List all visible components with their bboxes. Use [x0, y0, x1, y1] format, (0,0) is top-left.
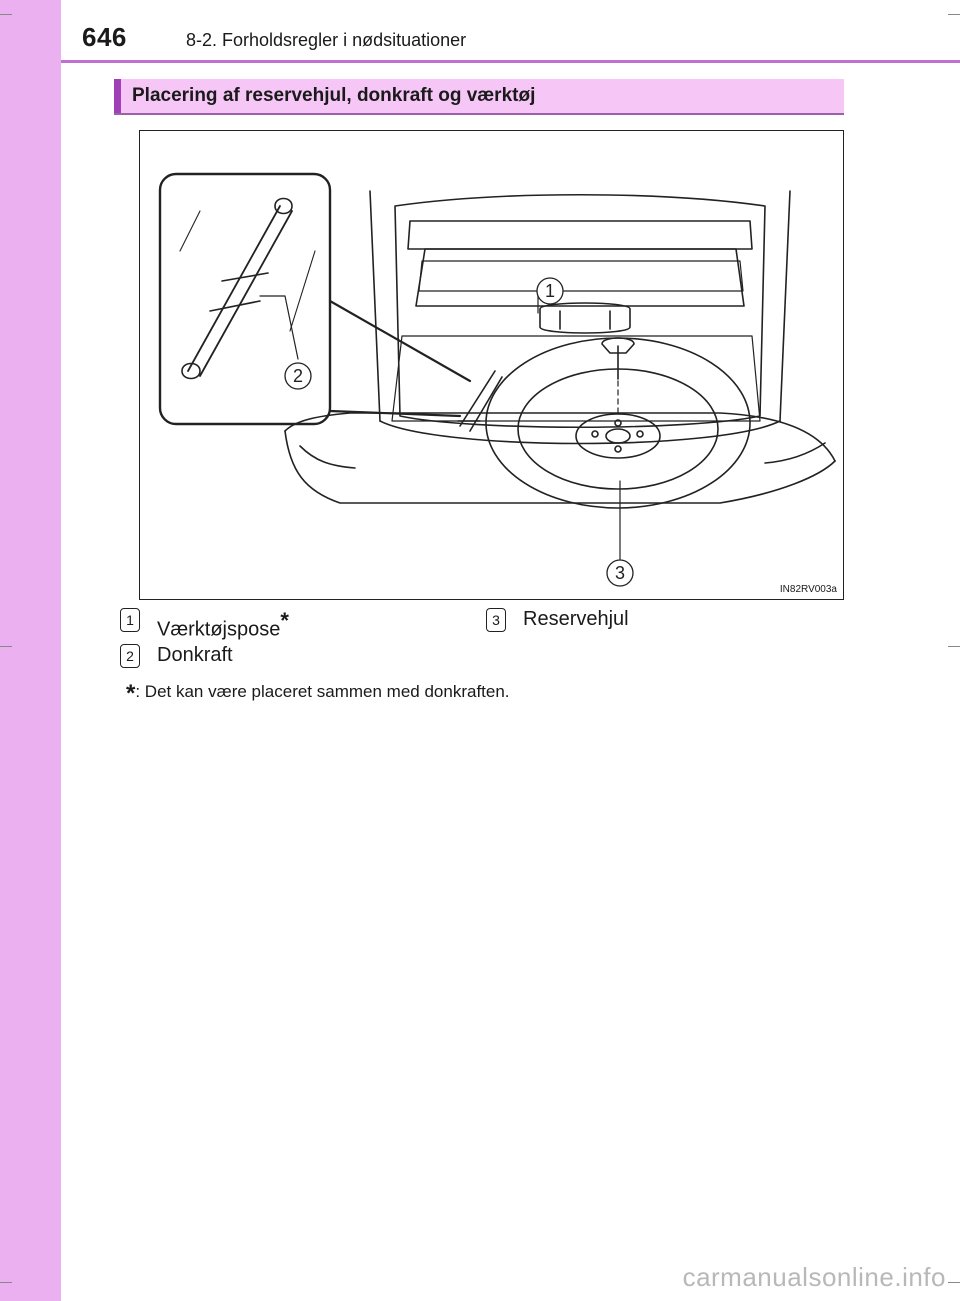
legend-number-3: 3 — [486, 608, 506, 632]
legend-label: Værktøjspose — [157, 618, 281, 641]
crop-mark — [948, 646, 960, 647]
callout-3: 3 — [614, 563, 626, 583]
legend-item-tool-bag — [157, 608, 289, 642]
page-number: 646 — [82, 22, 127, 52]
crop-mark — [0, 646, 12, 647]
callout-2: 2 — [292, 366, 304, 386]
footnote — [126, 680, 510, 708]
trunk-line-drawing — [140, 131, 843, 599]
footnote-text: : Det kan være placeret sammen med donkraften. — [135, 682, 510, 701]
crop-mark — [948, 14, 960, 15]
legend-label: Donkraft — [157, 644, 233, 666]
section-header — [114, 79, 844, 115]
crop-mark — [0, 1282, 12, 1283]
legend-number-1: 1 — [120, 608, 140, 632]
figure-code: IN82RV003a — [779, 584, 837, 595]
legend-item-jack — [157, 644, 233, 667]
legend-number-2: 2 — [120, 644, 140, 668]
section-title: Placering af reservehjul, donkraft og værktøj — [132, 85, 536, 106]
legend-label: Reservehjul — [523, 608, 629, 630]
footnote-asterisk: * — [126, 680, 136, 707]
left-margin-band — [0, 0, 61, 1301]
chapter-title: 8-2. Forholdsregler i nødsituationer — [186, 30, 467, 50]
legend-item-spare-wheel — [523, 608, 629, 631]
callout-1: 1 — [544, 281, 556, 301]
header-rule — [61, 60, 960, 63]
section-accent-bar — [114, 79, 121, 113]
asterisk-mark: * — [280, 608, 289, 633]
watermark: carmanualsonline.info — [682, 1262, 946, 1292]
crop-mark — [948, 1282, 960, 1283]
crop-mark — [0, 14, 12, 15]
luggage-compartment-illustration — [139, 130, 844, 600]
